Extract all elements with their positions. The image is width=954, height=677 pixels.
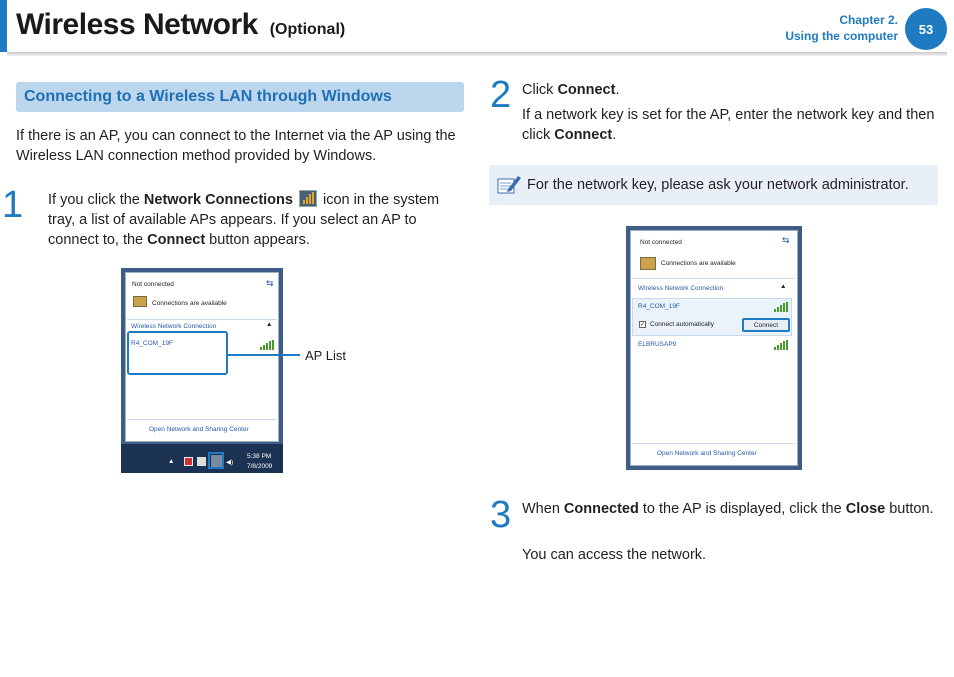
note-box: [489, 165, 938, 205]
ap-list-item-2[interactable]: R4_COM_19F: [638, 303, 680, 310]
ap-list-item[interactable]: R4_COM_19F: [131, 340, 173, 347]
pencil-note-icon: [496, 173, 522, 197]
step-1-bold-a: Network Connections: [143, 192, 293, 208]
popup-separator: [127, 319, 277, 320]
step-3-bold-a: Connected: [563, 501, 639, 517]
page-number-badge: 53: [905, 8, 947, 50]
refresh-icon: ⇆: [266, 278, 274, 288]
step-1-text-c: button appears.: [205, 232, 310, 248]
section-heading: Connecting to a Wireless LAN through Windows: [16, 82, 464, 112]
section-intro: If there is an AP, you can connect to the Internet via the AP using the Wireless LAN connection method provided by Windows.: [16, 128, 456, 164]
ap-list-callout-line: [228, 354, 300, 356]
step-3-text: [522, 499, 937, 519]
chapter-label: [785, 12, 898, 44]
chapter-number: Chapter 2.: [839, 13, 898, 27]
tray-icon-highlight: [208, 452, 224, 469]
taskbar-date: 7/8/2009: [247, 463, 273, 470]
wireless-connection-heading-2: Wireless Network Connection: [638, 285, 724, 292]
popup-footer-separator: [127, 419, 277, 420]
page-title-text: Wireless Network: [16, 8, 258, 41]
ap-list-callout-label: AP List: [305, 348, 346, 363]
signal-strength-icon-3: [774, 340, 788, 350]
tray-flag-icon: [184, 457, 193, 466]
connections-available-label-2: Connections are available: [661, 260, 736, 267]
taskbar-time: 5:38 PM: [247, 453, 272, 460]
network-status-icon: [133, 296, 147, 307]
header-divider: [7, 52, 947, 56]
step-1-text: [48, 190, 463, 250]
step-3-bold-b: Close: [845, 501, 886, 517]
step-1-bold-b: Connect: [147, 232, 206, 248]
step-1-text-b: icon in the system tray, a list of available APs appears. If you select an AP to connect to, the: [48, 192, 440, 248]
step-1-text-a: If you click the: [48, 192, 144, 208]
tray-up-icon: ▲: [168, 458, 175, 465]
step-2-line-1-b: .: [615, 82, 620, 98]
popup-footer-separator-2: [632, 443, 794, 444]
not-connected-label: Not connected: [132, 281, 174, 288]
refresh-icon-2: ⇆: [782, 235, 790, 245]
ap-list-highlight: [127, 331, 228, 375]
step-3-text-c: button.: [885, 501, 934, 517]
note-text: For the network key, please ask your network administrator.: [527, 177, 909, 193]
connect-automatically-label: Connect automatically: [650, 321, 714, 328]
step-3-line-2: You can access the network.: [522, 547, 707, 563]
signal-strength-icon-2: [774, 302, 788, 312]
page-title-optional: (Optional): [269, 21, 346, 38]
chapter-name: Using the computer: [785, 29, 898, 43]
step-2-line-2-bold: Connect: [554, 127, 613, 143]
ap-list-item-3[interactable]: ELBRUSAP9: [638, 341, 677, 348]
step-2-line-2-b: .: [612, 127, 617, 143]
network-connections-icon: [299, 190, 317, 207]
step-2-number: 2: [490, 74, 512, 116]
page-title: [16, 8, 345, 42]
wireless-connection-heading: Wireless Network Connection: [131, 323, 217, 330]
tray-volume-icon: ◀): [226, 459, 234, 466]
tray-device-icon: [197, 457, 206, 466]
signal-strength-icon: [260, 340, 274, 350]
step-2-line-2-a: If a network key is set for the AP, enter the network key and then click: [522, 107, 935, 143]
collapse-icon: ▲: [266, 321, 273, 328]
not-connected-label-2: Not connected: [640, 239, 682, 246]
open-network-center-link[interactable]: Open Network and Sharing Center: [149, 426, 249, 433]
step-2-line-2: [522, 105, 937, 145]
connect-button[interactable]: Connect: [742, 318, 790, 332]
step-3-text-b: to the AP is displayed, click the: [638, 501, 846, 517]
network-status-icon-2: [640, 257, 656, 270]
step-1-number: 1: [2, 184, 24, 226]
step-2-line-1: [522, 80, 937, 100]
popup-separator-2: [632, 278, 794, 279]
step-2-line-1-bold: Connect: [557, 82, 616, 98]
step-3-number: 3: [490, 494, 512, 536]
connections-available-label: Connections are available: [152, 300, 227, 307]
step-3-text-a: When: [522, 501, 564, 517]
header-accent-bar: [0, 0, 7, 52]
open-network-center-link-2[interactable]: Open Network and Sharing Center: [657, 450, 757, 457]
collapse-icon-2: ▲: [780, 283, 787, 290]
step-2-line-1-a: Click: [522, 82, 558, 98]
connect-automatically-checkbox[interactable]: ✓: [640, 322, 646, 328]
